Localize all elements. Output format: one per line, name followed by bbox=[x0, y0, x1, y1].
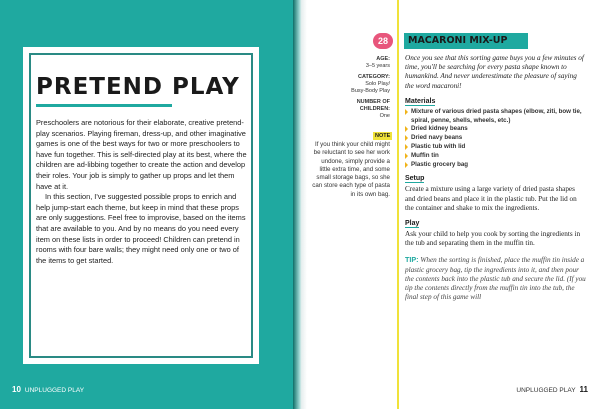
list-item: Dried navy beans bbox=[405, 134, 587, 143]
category-value-1: Solo Play/ bbox=[365, 81, 390, 87]
note-text: If you think your child might be reluctant to see her work undone, simply provide a little extra time, and some small storage bags, so she can store each type of pasta in its own bag. bbox=[312, 141, 390, 198]
play-heading: Play bbox=[405, 220, 420, 227]
intro-paragraph-2: In this section, I've suggested possible props to enrich and help jump-start each theme, but keep in mind that these props are only suggestions. Feel free to improvise, based on the items that are available to you. And by no means do you need every item on these lists in order to proceed! Children can pretend in rooms with four bare walls; they might need only one or two of the items to get started. bbox=[36, 192, 246, 265]
activity-number-badge: 28 bbox=[373, 33, 393, 49]
activity-body bbox=[405, 54, 587, 302]
activity-intro: Once you see that this sorting game buys you a few minutes of time, you'll be searching for every pasta shape known to humankind. And never underestimate the pleasure of saying the word macaroni! bbox=[405, 54, 584, 90]
materials-heading: Materials bbox=[405, 97, 436, 105]
right-folio bbox=[516, 385, 588, 394]
title-underline bbox=[36, 104, 172, 107]
left-page-number: 10 bbox=[12, 385, 21, 394]
list-item: Plastic tub with lid bbox=[405, 143, 587, 152]
list-item: Mixture of various dried pasta shapes (elbow, ziti, bow tie, spiral, penne, shells, wheels, etc.) bbox=[405, 108, 587, 126]
tip-text: When the sorting is finished, place the muffin tin inside a plastic grocery bag, tip the ingredients into it, and then pour the contents back into the plastic tub and secure the lid. (If you tip the contents directly from the muffin tin into the tub, the final step of this game will bbox=[405, 256, 586, 302]
children-label-2: CHILDREN: bbox=[359, 106, 390, 112]
left-folio bbox=[12, 385, 84, 394]
note-label: NOTE bbox=[375, 133, 391, 139]
children-label-1: NUMBER OF bbox=[356, 99, 390, 105]
triangle-bullet-icon bbox=[405, 109, 408, 115]
activity-meta bbox=[320, 56, 390, 120]
triangle-bullet-icon bbox=[405, 135, 408, 141]
list-item: Dried kidney beans bbox=[405, 125, 587, 134]
margin-rule bbox=[397, 0, 399, 409]
play-text: Ask your child to help you cook by sorting the ingredients in the tub and separating them in the muffin tin. bbox=[405, 230, 581, 248]
triangle-bullet-icon bbox=[405, 144, 408, 150]
age-value: 3–5 years bbox=[365, 63, 390, 69]
list-item: Muffin tin bbox=[405, 152, 587, 161]
setup-heading: Setup bbox=[405, 175, 425, 183]
setup-text: Create a mixture using a large variety of dried pasta shapes and dried beans and place it in the plastic tub. Put the lid on the container and shake to mix the ingredients. bbox=[405, 185, 577, 212]
intro-body bbox=[36, 118, 248, 266]
triangle-bullet-icon bbox=[405, 162, 408, 168]
intro-paragraph-1: Preschoolers are notorious for their elaborate, creative pretend-play scenarios. Playing fireman, dress-up, and other imaginative games is one of the best ways for two or more preschoolers to have fun together. This is self-directed play at its best, where the children are ad-libbing together to create the action and develop their roles. Your job is simply to gather up props and let them have at it. bbox=[36, 118, 247, 191]
left-running-head: UNPLUGGED PLAY bbox=[24, 387, 85, 394]
right-running-head: UNPLUGGED PLAY bbox=[516, 387, 576, 394]
materials-list bbox=[405, 108, 587, 170]
triangle-bullet-icon bbox=[405, 126, 408, 132]
tip-paragraph bbox=[405, 255, 587, 302]
category-label: CATEGORY: bbox=[358, 74, 390, 80]
triangle-bullet-icon bbox=[405, 153, 408, 159]
activity-title: MACARONI MIX-UP bbox=[404, 33, 528, 49]
list-item: Plastic grocery bag bbox=[405, 161, 587, 170]
book-spine bbox=[293, 0, 307, 409]
right-page-number: 11 bbox=[579, 385, 588, 394]
section-title: PRETEND PLAY bbox=[36, 74, 240, 100]
category-value-2: Busy-Body Play bbox=[351, 88, 390, 94]
tip-label: TIP: bbox=[405, 255, 419, 265]
children-value: One bbox=[379, 113, 390, 119]
age-label: AGE: bbox=[376, 56, 390, 62]
